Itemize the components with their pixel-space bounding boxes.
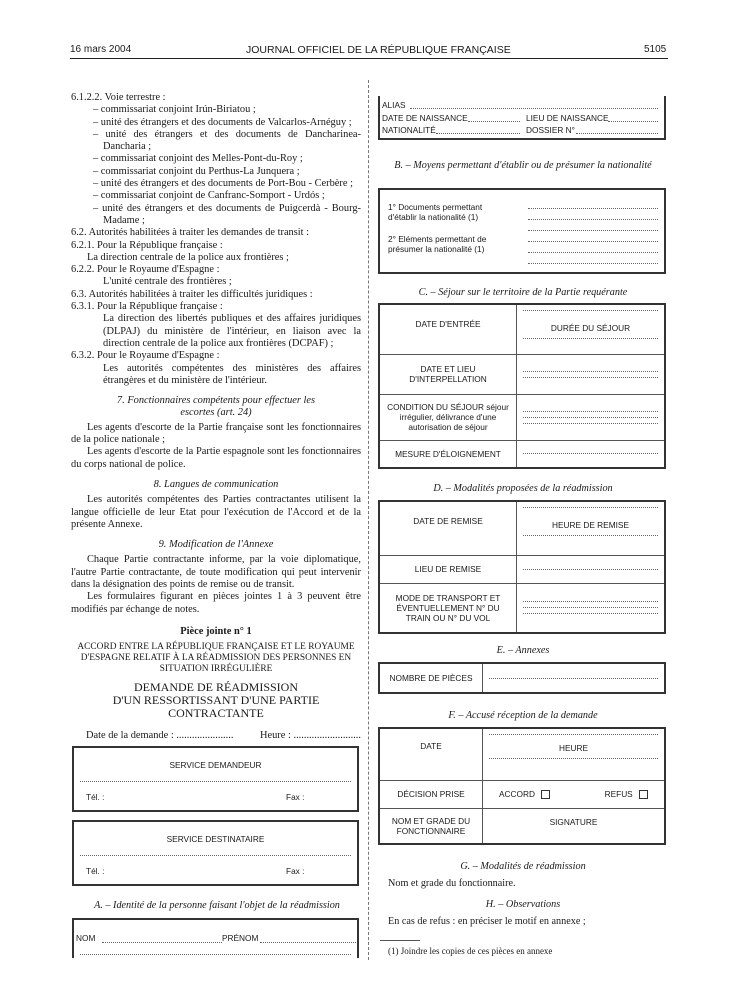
text-line: – unité des étrangers et des documents de Dancharinea-Dancharia ; [93,128,361,153]
nationality-box [378,188,666,274]
tel-label: Tél. : [86,792,105,802]
signature-label: SIGNATURE [549,816,598,827]
dotted-line [523,601,658,602]
alias-label: ALIAS [382,100,406,110]
decision-cell [483,780,666,808]
paragraph: Chaque Partie contractante informe, par la voie diplomatique, l'autre Partie contractante, de toute modification qui peut intervenir dans la désignation des points de remise ou de transit. [71,554,361,590]
section-b-title: B. – Moyens permettant d'établir ou de présumer la nationalité [394,160,652,171]
dossier-label: DOSSIER N° [526,125,575,135]
dotted-line [523,371,658,372]
dotted-line [80,781,351,782]
interpellation-cell [517,354,666,394]
column-divider [368,80,369,960]
header-rule [70,58,668,59]
nom-grade-text: Nom et grade du fonctionnaire. [388,878,516,889]
mesure-eloignement-label: MESURE D'ÉLOIGNEMENT [379,440,517,468]
piece-jointe-title: Pièce jointe n° 1 [180,625,252,637]
date-naissance-label: DATE DE NAISSANCE [382,113,468,123]
documents-label: 1° Documents permettant d'établir la nationalité (1) [388,202,483,222]
transport-cell [517,583,666,633]
text-line: 6.2. Autorités habilitées à traiter les demandes de transit : [71,227,310,239]
journal-title: JOURNAL OFFICIEL DE LA RÉPUBLIQUE FRANÇAISE [246,44,511,56]
dotted-line [523,417,658,418]
heure-demande: Heure : .......................... [260,730,362,741]
dotted-line [608,121,658,122]
footnote-rule [380,940,420,941]
text-line: 6.2.1. Pour la République française : [71,239,223,251]
section-8-title: 8. Langues de communication [153,478,279,490]
paragraph: Les formulaires figurant en pièces jointes 1 à 3 peuvent être modifiés par échange de notes. [71,591,361,615]
lieu-cell [517,555,666,583]
dotted-line [528,208,658,209]
text-line: La direction des libertés publiques et des affaires juridiques (DLPAJ) du ministère de l'intérieur, en liaison avec la direction centrale de la police aux frontières (DCPAF) ; [103,313,361,349]
heure-remise-label: HEURE DE REMISE [552,520,629,530]
section-e-title: E. – Annexes [496,645,550,656]
dotted-line [523,411,658,412]
dotted-line [489,678,658,679]
dotted-line [528,241,658,242]
signature-cell [483,808,666,844]
section-g-title: G. – Modalités de réadmission [460,861,586,872]
text-line: – commissariat conjoint de Canfranc-Somport - Urdós ; [93,190,325,202]
date-demande: Date de la demande : ...................... [86,730,234,741]
service-demandeur-label: SERVICE DEMANDEUR [169,760,262,770]
nationalite-label: NATIONALITÉ [382,125,436,135]
nom-label: NOM [76,933,96,943]
fax-label: Fax : [286,792,305,802]
duree-sejour-label: DURÉE DU SÉJOUR [550,323,631,333]
demande-subtitle: D'UN RESSORTISSANT D'UNE PARTIE CONTRACTANTE [112,693,320,721]
nombre-pieces-label: NOMBRE DE PIÈCES [379,663,483,693]
text-line: 6.2.2. Pour le Royaume d'Espagne : [71,264,220,276]
text-line: 6.3. Autorités habilitées à traiter les difficultés juridiques : [71,288,313,300]
identity-box [72,918,359,958]
remise-cell [517,501,666,555]
text-line: – commissariat conjoint des Melles-Pont-du-Roy ; [93,153,303,165]
interpellation-label: DATE ET LIEU D'INTERPELLATION [379,354,517,394]
text-line: – unité des étrangers et des documents de Valcarlos-Arnéguy ; [93,116,352,128]
section-c-title: C. – Séjour sur le territoire de la Partie requérante [418,287,628,298]
prenom-label: PRÉNOM [222,933,259,943]
dotted-line [468,121,520,122]
dotted-line [523,535,658,536]
heure-label: HEURE [558,743,589,753]
dotted-line [436,133,520,134]
text-line: – unité des étrangers et des documents de Puigcerdà - Bourg-Madame ; [93,202,361,226]
duree-cell [517,304,666,354]
dotted-line [528,230,658,231]
header-date: 16 mars 2004 [70,44,132,55]
sejour-table [378,303,666,469]
refus-text: En cas de refus : en préciser le motif en annexe ; [388,916,586,927]
section-9-title: 9. Modification de l'Annexe [158,539,274,551]
dotted-line [576,133,658,134]
dotted-line [528,219,658,220]
lieu-naissance-label: LIEU DE NAISSANCE [526,113,609,123]
dotted-line [523,607,658,608]
text-line: 6.3.2. Pour le Royaume d'Espagne : [71,350,220,362]
footnote: (1) Joindre les copies de ces pièces en annexe [388,946,553,956]
dotted-line [523,338,658,339]
text-line: – commissariat conjoint Irún-Biriatou ; [93,104,256,116]
paragraph: Les autorités compétentes des Parties contractantes utilisent la langue officielle de leur Etat pour l'exécution de l'Accord et de la présente Annexe. [71,494,361,530]
refus-checkbox[interactable] [639,790,648,799]
section-a-title: A. – Identité de la personne faisant l'objet de la réadmission [94,900,340,911]
condition-cell [517,394,666,440]
accord-label: ACCORD [499,788,535,799]
dotted-line [260,942,356,943]
date-heure-cell [483,728,666,780]
dotted-line [102,942,222,943]
dotted-line [528,263,658,264]
text-line: 6.3.1. Pour la République française : [71,301,223,313]
service-destinataire-box [72,820,359,886]
lieu-remise-label: LIEU DE REMISE [379,555,517,583]
pieces-cell [483,663,666,693]
section-f-title: F. – Accusé réception de la demande [448,710,598,721]
dotted-line [523,569,658,570]
text-line: – unité des étrangers et des documents de Port-Bou - Cerbère ; [93,178,353,190]
mesure-cell [517,440,666,468]
dotted-line [489,734,658,735]
page-number: 5105 [644,44,667,55]
date-remise-label: DATE DE REMISE [379,501,517,555]
date-entree-label: DATE D'ENTRÉE [379,304,517,354]
text-line: – commissariat conjoint du Perthus-La Junquera ; [93,165,300,177]
paragraph: Les agents d'escorte de la Partie espagnole sont les fonctionnaires du corps national de police. [71,446,361,470]
section-7-title: 7. Fonctionnaires compétents pour effectuer les escortes (art. 24) [116,395,316,419]
dotted-line [523,423,658,424]
accuse-table [378,727,666,845]
section-h-title: H. – Observations [485,899,561,910]
text-line: Les autorités compétentes des ministères des affaires étrangères et du ministère de l'intérieur. [103,362,361,386]
accord-title: ACCORD ENTRE LA RÉPUBLIQUE FRANÇAISE ET LE ROYAUME D'ESPAGNE RELATIF À LA RÉADMISSION DES PERSONNES EN SITUATION IRRÉGULIÈRE [77,642,355,675]
service-demandeur-box [72,746,359,812]
refus-label: REFUS [604,788,633,799]
elements-label: 2° Eléments permettant de présumer la nationalité (1) [388,234,487,254]
text-line: L'unité centrale des frontières ; [103,276,232,288]
dotted-line [410,108,658,109]
readmission-table [378,500,666,634]
dotted-line [523,310,658,311]
text-line: La direction centrale de la police aux frontières ; [87,251,289,263]
tel-label: Tél. : [86,866,105,876]
identity-continued-box [378,96,666,140]
mode-transport-label: MODE DE TRANSPORT ET ÉVENTUELLEMENT N° DU TRAIN OU N° DU VOL [379,583,517,633]
paragraph: Les agents d'escorte de la Partie française sont les fonctionnaires de la police nationale ; [71,421,361,446]
dotted-line [523,507,658,508]
section-d-title: D. – Modalités proposées de la réadmission [433,483,613,494]
fax-label: Fax : [286,866,305,876]
left-column [71,92,361,720]
demande-title: DEMANDE DE RÉADMISSION [134,680,298,695]
text-line: 6.1.2.2. Voie terrestre : [71,92,166,103]
dotted-line [80,855,351,856]
dotted-line [523,453,658,454]
date-label: DATE [379,728,483,780]
condition-sejour-label: CONDITION DU SÉJOUR séjour irrégulier, délivrance d'une autorisation de séjour [379,394,517,440]
accord-checkbox[interactable] [541,790,550,799]
annexes-table [378,662,666,694]
dotted-line [523,377,658,378]
dotted-line [523,613,658,614]
dotted-line [80,954,351,955]
nom-grade-label: NOM ET GRADE DU FONCTIONNAIRE [379,808,483,844]
dotted-line [489,758,658,759]
dotted-line [528,252,658,253]
service-destinataire-label: SERVICE DESTINATAIRE [166,834,265,844]
decision-label: DÉCISION PRISE [379,780,483,808]
